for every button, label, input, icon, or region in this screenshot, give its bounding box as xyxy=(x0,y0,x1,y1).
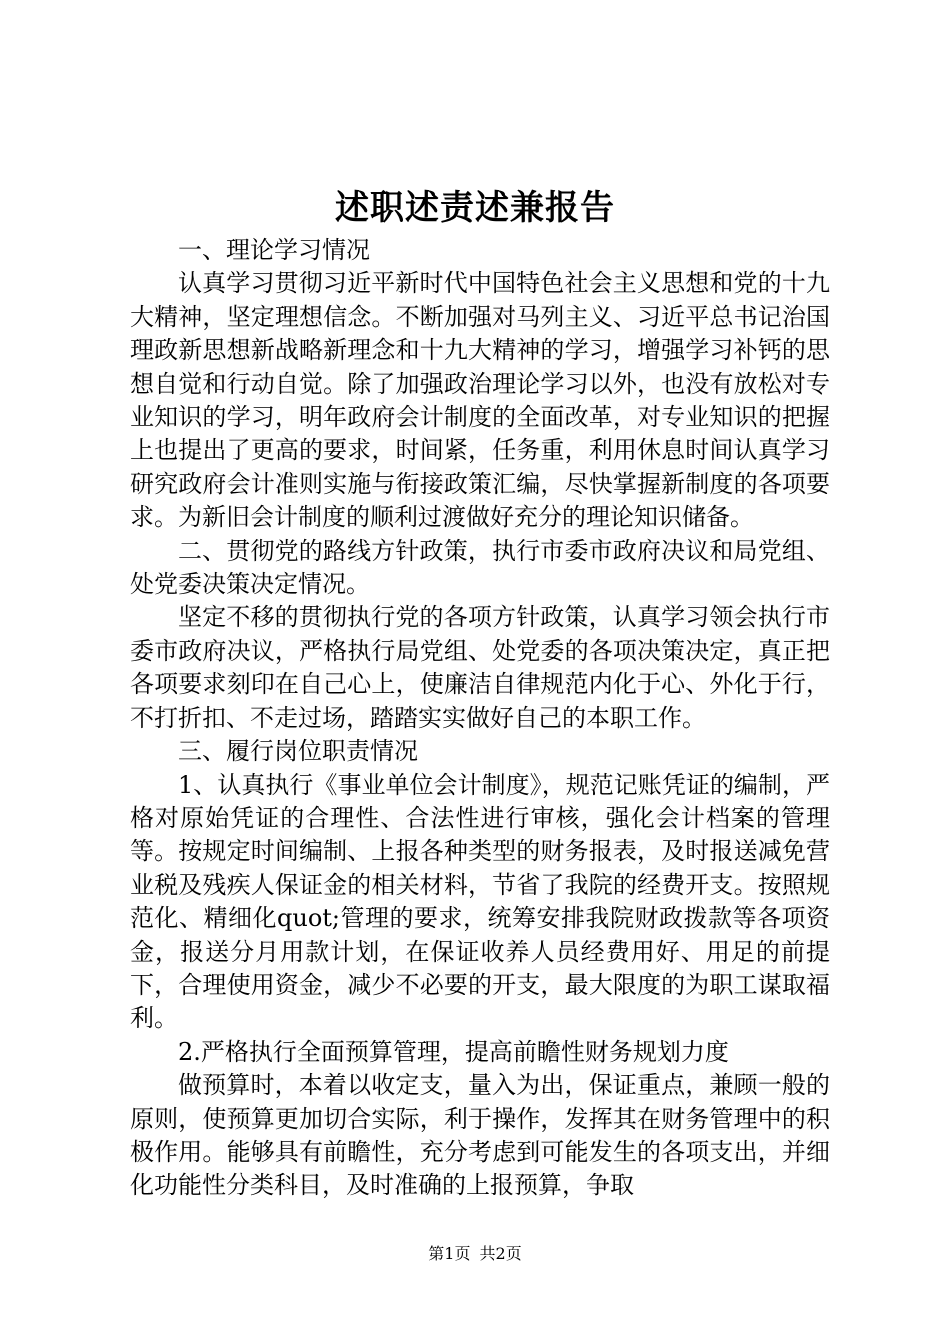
paragraph-theory-study: 认真学习贯彻习近平新时代中国特色社会主义思想和党的十九大精神，坚定理想信念。不断加强对马列主义、习近平总书记治国理政新思想新战略新理念和十九大精神的学习，增强学习补钙的思想自觉和行动自觉。除了加强政治理论学习以外，也没有放松对专业知识的学习，明年政府会计制度的全面改革，对专业知识的把握上也提出了更高的要求，时间紧，任务重，利用休息时间认真学习研究政府会计准则实施与衔接政策汇编，尽快掌握新制度的各项要求。为新旧会计制度的顺利过渡做好充分的理论知识储备。 xyxy=(130,269,830,532)
subheading-budget-management: 2.严格执行全面预算管理，提高前瞻性财务规划力度 xyxy=(178,1037,729,1066)
page-number-footer: 第1页 共2页 xyxy=(428,1244,522,1263)
paragraph-party-line: 坚定不移的贯彻执行党的各项方针政策，认真学习领会执行市委市政府决议，严格执行局党组、处党委的各项决策决定，真正把各项要求刻印在自己心上，使廉洁自律规范内化于心、外化于行，不打折扣、不走过场，踏踏实实做好自己的本职工作。 xyxy=(130,603,830,732)
document-body xyxy=(130,234,830,1203)
section-heading-theory-study: 一、理论学习情况 xyxy=(178,236,370,264)
paragraph-budget-management: 做预算时，本着以收定支，量入为出，保证重点，兼顾一般的原则，使预算更加切合实际，利于操作，发挥其在财务管理中的积极作用。能够具有前瞻性，充分考虑到可能发生的各项支出，并细化功能性分类科目，及时准确的上报预算，争取 xyxy=(130,1071,830,1200)
section-heading-party-line: 二、贯彻党的路线方针政策，执行市委市政府决议和局党组、处党委决策决定情况。 xyxy=(130,536,830,599)
section-heading-duties: 三、履行岗位职责情况 xyxy=(178,737,418,766)
paragraph-duties-accounting: 1、认真执行《事业单位会计制度》，规范记账凭证的编制，严格对原始凭证的合理性、合法性进行审核，强化会计档案的管理等。按规定时间编制、上报各种类型的财务报表，及时报送减免营业税及残疾人保证金的相关材料，节省了我院的经费开支。按照规范化、精细化quot;管理的要求，统筹安排我院财政拨款等各项资金，报送分月用款计划，在保证收养人员经费用好、用足的前提下，合理使用资金，减少不必要的开支，最大限度的为职工谋取福利。 xyxy=(130,770,830,1033)
document-title: 述职述责述兼报告 xyxy=(335,188,615,228)
